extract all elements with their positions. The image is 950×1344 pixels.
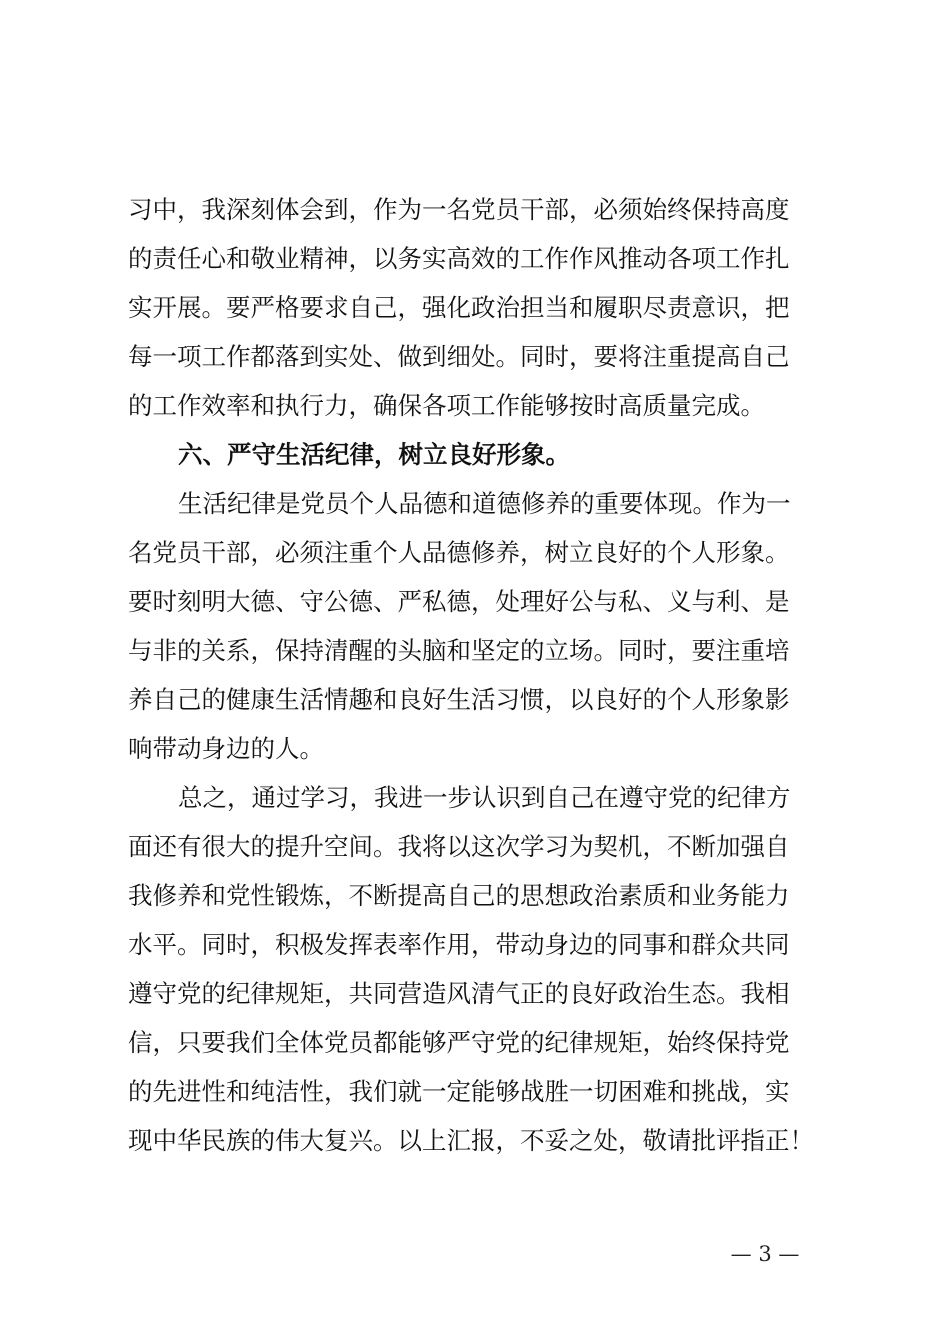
text-line: 现中华民族的伟大复兴。以上汇报，不妥之处，敬请批评指正！ [128,1126,814,1155]
text-line: 我修养和党性锻炼，不断提高自己的思想政治素质和业务能力 [128,881,790,910]
paragraph-conclusion [128,773,840,1165]
text-line: 名党员干部，必须注重个人品德修养，树立良好的个人形象。 [128,538,790,567]
text-line: 水平。同时，积极发挥表率作用，带动身边的同事和群众共同 [128,930,790,959]
text-line: 习中，我深刻体会到，作为一名党员干部，必须始终保持高度 [128,195,790,224]
paragraph-life-discipline [128,479,840,773]
text-line: 与非的关系，保持清醒的头脑和坚定的立场。同时，要注重培 [128,636,790,665]
heading-line: 六、严守生活纪律，树立良好形象。 [178,440,570,469]
text-line: 遵守党的纪律规矩，共同营造风清气正的良好政治生态。我相 [128,979,790,1008]
text-line: 的工作效率和执行力，确保各项工作能够按时高质量完成。 [128,391,765,420]
text-line: 响带动身边的人。 [128,734,324,763]
text-line: 总之，通过学习，我进一步认识到自己在遵守党的纪律方 [178,783,791,812]
text-line: 每一项工作都落到实处、做到细处。同时，要将注重提高自己 [128,342,790,371]
text-line: 信，只要我们全体党员都能够严守党的纪律规矩，始终保持党 [128,1028,790,1057]
text-line: 的责任心和敬业精神，以务实高效的工作作风推动各项工作扎 [128,244,790,273]
text-line: 养自己的健康生活情趣和良好生活习惯，以良好的个人形象影 [128,685,790,714]
document-body [128,185,840,1165]
text-line: 的先进性和纯洁性，我们就一定能够战胜一切困难和挑战，实 [128,1077,790,1106]
page-number: — 3 — [730,1242,800,1266]
text-line: 面还有很大的提升空间。我将以这次学习为契机，不断加强自 [128,832,790,861]
paragraph-continuation [128,185,840,430]
text-line: 实开展。要严格要求自己，强化政治担当和履职尽责意识，把 [128,293,790,322]
section-heading [128,430,840,479]
text-line: 要时刻明大德、守公德、严私德，处理好公与私、义与利、是 [128,587,790,616]
text-line: 生活纪律是党员个人品德和道德修养的重要体现。作为一 [178,489,791,518]
